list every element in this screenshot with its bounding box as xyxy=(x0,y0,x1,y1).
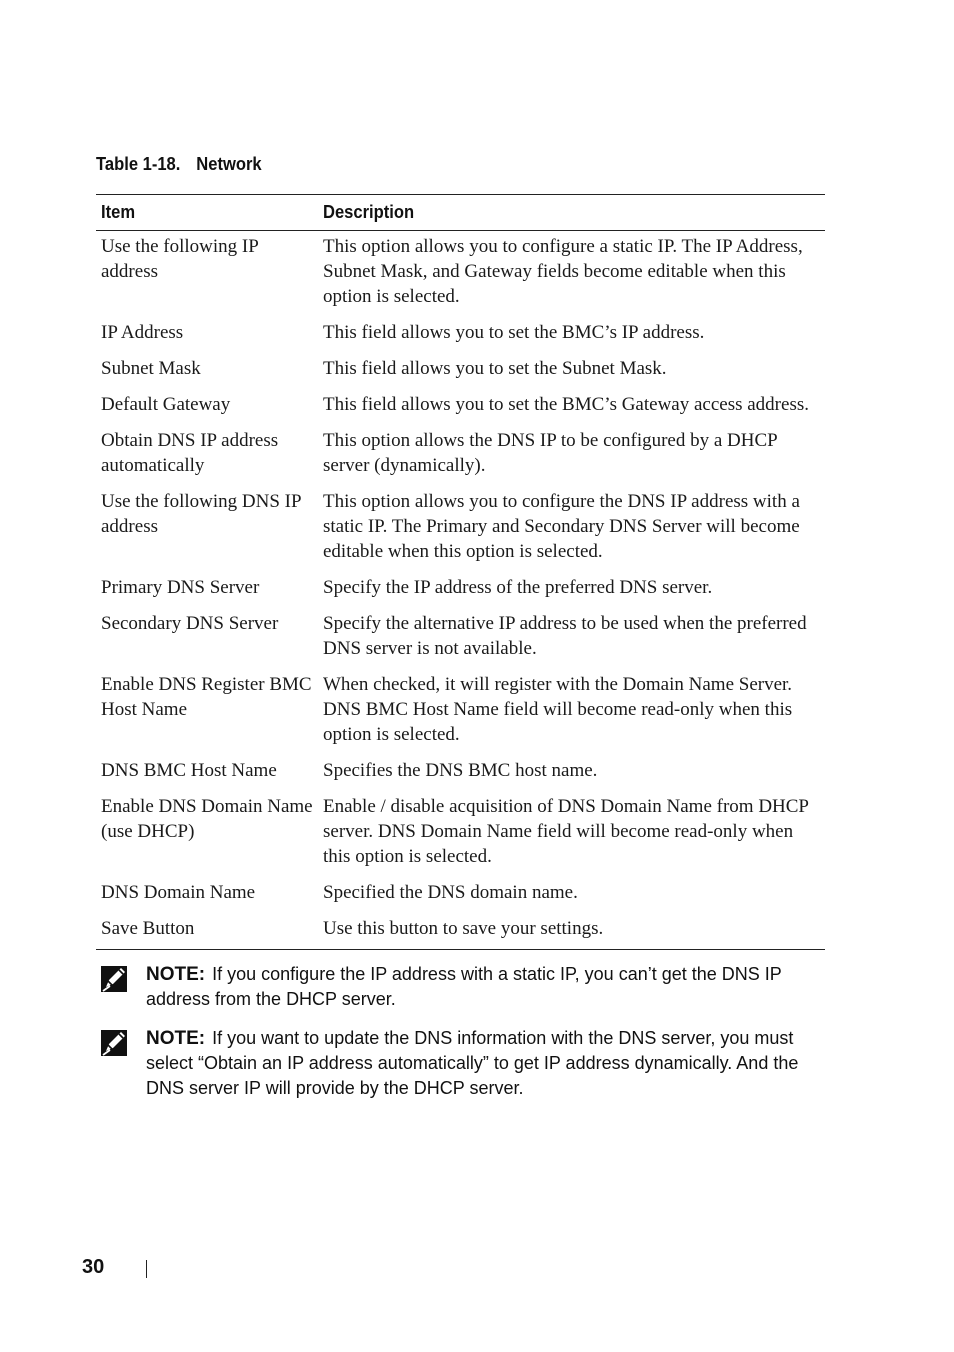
item-cell: Enable DNS Register BMC Host Name xyxy=(101,674,312,720)
note-text: If you configure the IP address with a static IP, you can’t get the DNS IP address from the DHCP server. xyxy=(146,964,782,1009)
network-table xyxy=(96,194,825,950)
description-cell: This field allows you to set the Subnet Mask. xyxy=(323,358,667,379)
description-cell: Use this button to save your settings. xyxy=(323,918,604,939)
item-cell: Save Button xyxy=(101,918,195,939)
table-caption-number: Table 1-18. xyxy=(96,154,181,174)
item-cell: Default Gateway xyxy=(101,394,231,415)
table-row xyxy=(96,317,825,353)
table-row xyxy=(96,669,825,755)
item-cell: Primary DNS Server xyxy=(101,577,260,598)
table-row xyxy=(96,755,825,791)
table-row xyxy=(96,353,825,389)
table-header-row xyxy=(96,195,825,231)
item-cell: Enable DNS Domain Name (use DHCP) xyxy=(101,796,313,842)
note-dns-update xyxy=(100,1026,830,1101)
table-row xyxy=(96,608,825,669)
note-label: NOTE: xyxy=(146,1028,206,1049)
description-cell: When checked, it will register with the Domain Name Server. DNS BMC Host Name field will become read-only when this option is selected. xyxy=(323,674,793,745)
table-row xyxy=(96,486,825,572)
page-number-separator xyxy=(146,1260,147,1278)
description-cell: This field allows you to set the BMC’s IP address. xyxy=(323,322,705,343)
description-cell: Specified the DNS domain name. xyxy=(323,882,578,903)
table-row xyxy=(96,913,825,950)
description-cell: Specify the IP address of the preferred DNS server. xyxy=(323,577,713,598)
description-cell: Specifies the DNS BMC host name. xyxy=(323,760,598,781)
column-header-description: Description xyxy=(323,202,415,222)
description-cell: This option allows you to configure a static IP. The IP Address, Subnet Mask, and Gateway fields become editable when this option is selected. xyxy=(323,236,803,307)
table-row xyxy=(96,231,825,318)
table-row xyxy=(96,425,825,486)
table-row xyxy=(96,389,825,425)
table-row xyxy=(96,791,825,877)
table-caption-title: Network xyxy=(196,154,262,174)
description-cell: Enable / disable acquisition of DNS Domain Name from DHCP server. DNS Domain Name field will become read-only when this option is selected. xyxy=(323,796,809,867)
item-cell: Secondary DNS Server xyxy=(101,613,279,634)
note-static-ip xyxy=(100,962,830,1012)
table-row xyxy=(96,877,825,913)
note-pencil-icon xyxy=(100,1029,130,1057)
page-number: 30 xyxy=(82,1256,105,1278)
note-text: If you want to update the DNS information with the DNS server, you must select “Obtain an IP address automatically” to get IP address dynamically. And the DNS server IP will provide by the DHCP server. xyxy=(146,1028,799,1098)
column-header-item: Item xyxy=(101,202,136,222)
note-pencil-icon xyxy=(100,965,130,993)
description-cell: This option allows the DNS IP to be configured by a DHCP server (dynamically). xyxy=(323,430,778,476)
description-cell: This option allows you to configure the DNS IP address with a static IP. The Primary and Secondary DNS Server will become editable when this option is selected. xyxy=(323,491,800,562)
item-cell: IP Address xyxy=(101,322,184,343)
item-cell: Use the following DNS IP address xyxy=(101,491,301,537)
item-cell: DNS Domain Name xyxy=(101,882,256,903)
description-cell: This field allows you to set the BMC’s Gateway access address. xyxy=(323,394,809,415)
table-caption xyxy=(96,154,262,175)
item-cell: Obtain DNS IP address automatically xyxy=(101,430,279,476)
item-cell: DNS BMC Host Name xyxy=(101,760,277,781)
note-label: NOTE: xyxy=(146,964,206,985)
item-cell: Subnet Mask xyxy=(101,358,201,379)
item-cell: Use the following IP address xyxy=(101,236,259,282)
table-row xyxy=(96,572,825,608)
description-cell: Specify the alternative IP address to be used when the preferred DNS server is not available. xyxy=(323,613,807,659)
